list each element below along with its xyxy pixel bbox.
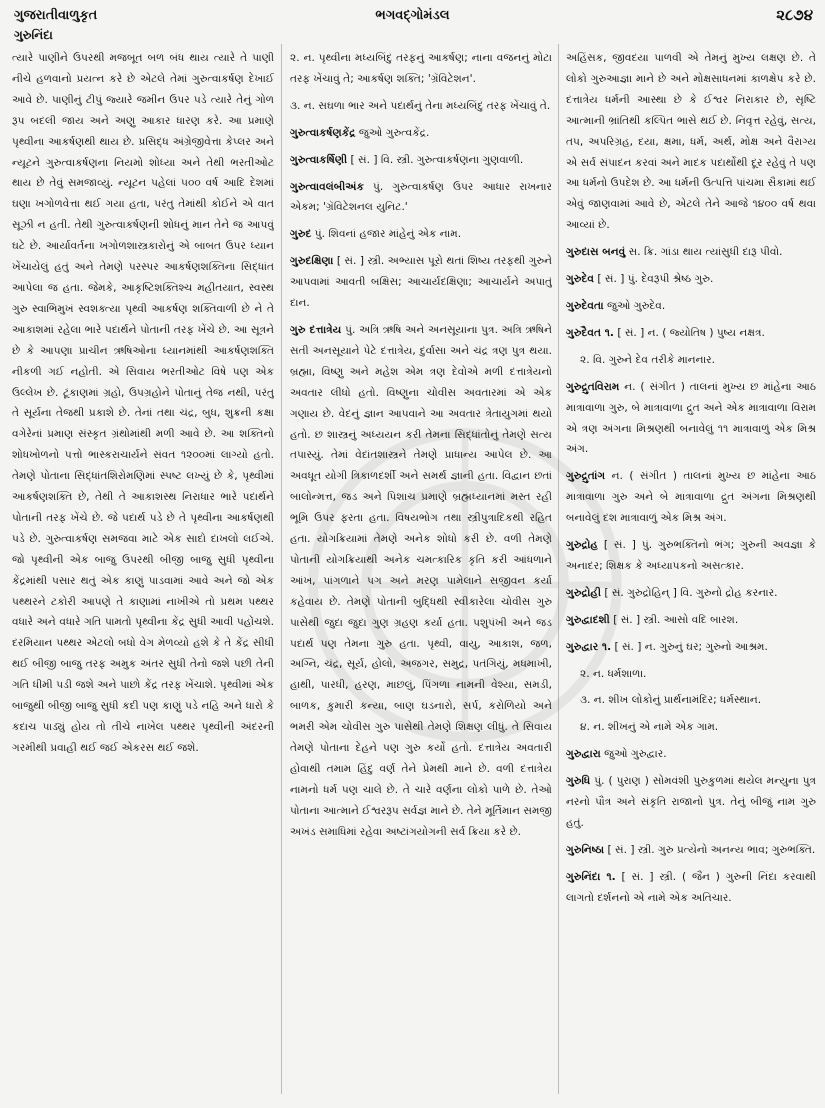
entry-definition: ૨. વિ. ગુરુને દેવ તરીકે માનનાર. <box>580 353 716 366</box>
entry-headword: ગુરુનિંદા ૧. <box>566 870 616 883</box>
dictionary-entry <box>566 269 816 290</box>
dictionary-entry <box>566 664 816 685</box>
entry-definition: ન. ( સંગીત ) તાલનાં મુખ્ય છ માંહેના આઠ માત્રાવાળા ગુરુ અને બે માત્રાવાળા દ્રુત અંગના મિશ્રણથી બનાવેલું દશ માત્રાવાળું એક મિશ્ર અંગ. <box>566 470 816 525</box>
entry-headword: ગુરુદ્રુતવિરામ <box>566 380 620 393</box>
dictionary-entry <box>566 717 816 738</box>
entry-definition: ૨. ન. પૃથ્વીના મધ્યબિંદુ તરફનું આકર્ષણ; નાના વજનનું મોટા તરફ ખેંચાવું તે; આકર્ષણ શક્તિ; 'ગ્રૅવિટેશન'. <box>290 52 552 85</box>
dictionary-entry <box>566 771 816 834</box>
entry-headword: ગુરુદક્ષિણા <box>290 255 334 268</box>
dictionary-entry <box>566 242 816 263</box>
dictionary-entry <box>566 377 816 461</box>
dictionary-entry <box>566 867 816 909</box>
dictionary-entry <box>566 296 816 317</box>
column-2 <box>290 48 552 1094</box>
dictionary-entry <box>290 123 552 144</box>
header-guide-word: ગુરુનિંદા <box>14 28 53 42</box>
entry-definition: [ સં. ] સ્ત્રી. ગુરુ પ્રત્યેનો અનન્ય ભાવ; ગુરુભક્તિ. <box>604 843 816 856</box>
entry-headword: ગુરુદેવતા <box>566 299 604 312</box>
entry-definition: [ સં. ] સ્ત્રી. અભ્યાસ પૂરો થતાં શિષ્ય તરફથી ગુરુને આપવામાં આવતી બક્ષિસ; આચાર્યદક્ષિણા; આચાર્યને અપાતું દાન. <box>290 255 552 310</box>
entry-headword: ગુરુત્વાવલંબીઅંક <box>290 180 364 193</box>
dictionary-entry <box>566 690 816 711</box>
entry-definition: [ સં. ગુરુદ્રોહિન્ ] વિ. ગુરુનો દ્રોહ કરનાર. <box>600 586 778 599</box>
entry-headword: ગુરુદ <box>290 228 312 241</box>
dictionary-entry <box>566 323 816 344</box>
entry-definition: ૩. ન. સઘળા ભાર અને પદાર્થનું તેના મધ્યબિંદુ તરફ ખેંચાવું તે. <box>290 99 551 112</box>
dictionary-entry <box>290 177 552 219</box>
entry-definition: પું. ( પુરાણ ) સોમવંશી પુરુકુળમાં થયેલ મન્યુના પુત્ર નરનો પૌત્ર અને સંકૃતિ રાજાનો પુત્ર. તેનું બીજું નામ ગુરુ હતું. <box>566 775 816 829</box>
dictionary-entry <box>290 48 552 90</box>
page-number: ૨૮૭૪ <box>776 6 813 24</box>
dictionary-entry <box>290 224 552 245</box>
entry-headword: ગુરુદ્વારા <box>566 748 601 761</box>
entry-headword: ગુરુદ્વાદશી <box>566 613 610 626</box>
column-3 <box>566 48 816 1094</box>
column-1 <box>12 48 274 1094</box>
entry-headword: ગુરુદ્વાર ૧. <box>566 640 612 653</box>
entry-definition: ન. ( સંગીત ) તાલનાં મુખ્ય છ માંહેના આઠ માત્રાવાળા ગુરુ, બે માત્રાવાળા દ્રુત અને એક માત્રાવાળા વિરામ એ ત્રણ અંગના મિશ્રણથી બનાવેલું ૧૧ માત્રાવાળું એક મિશ્ર અંગ. <box>566 380 816 456</box>
dictionary-entry <box>566 466 816 529</box>
entry-definition: સ. ક્રિ. ગાંડા થાય ત્યાંસુધી દારૂ પીવો. <box>625 246 783 259</box>
entry-definition: ૨. ન. ધર્મશાળા. <box>580 667 647 680</box>
entry-definition: [ સં. ] પું. ગુરુભક્તિનો ભંગ; ગુરુની અવજ્ઞા કે અનાદર; શિક્ષક કે અધ્યાપકનો અસત્કાર. <box>566 539 816 572</box>
entry-definition: ત્યારે પાણીને ઉપરથી મજબૂત બળ બંધ થાય ત્યારે તે પાણી નીચે હળવાનો પ્રયત્ન કરે છે એટલે તેમાં ગુરુત્વાકર્ષણ દેખાઈ આવે છે. પાણીનું ટીપું જ્યારે જમીન ઉપર પડે ત્યારે તેનું ગોળ રૂપ બદલી જાય અને અણુ આકાર ધારણ કરે. આ પ્રમાણે પૃથ્વીના આકર્ષણથી થાય છે. પ્રસિદ્ધ અંગ્રેજીવેત્તા કેપ્લર અને ન્યૂટને ગુરુત્વાકર્ષણના નિયમો શોધ્યા અને તેથી ભરતીઓટ થાય છે તેવું સમજાવ્યું. ન્યૂટન પહેલાં ૫૦૦ વર્ષ આદિ દેશમાં ઘણા ખગોળવેત્તા થઈ ગયા હતા, પરંતુ તેમાંથી કોઈને એ વાત સૂઝી ન હતી. તેથી ગુરુત્વાકર્ષણની શોધનું માન તેને જ આપવું ઘટે છે. આર્યાવર્તના ખગોળશાસ્ત્રકારોનું એ બાબત ઉપર ધ્યાન ખેંચાયેલું હતું અને તેમણે પરસ્પર આકર્ષણશક્તિના સિદ્ધાંત આપેલા જ હતા. જેમકે, આકૃષ્ટિશક્તિશ્ચ મહીતયાત, સ્વસ્થ ગુરુ સ્વાભિમુખં સ્વશક્ત્યા પૃથ્વી આકર્ષણ શક્તિવાળી છે ને તે આકાશમાં રહેલા ભારે પદાર્થને પોતાની તરફ ખેંચે છે. આ સૂત્રને છે કે આપણા પ્રાચીન ઋષિઓના ધ્યાનમાંથી આકર્ષણશક્તિ નીકળી ગઈ નહોતી. એ સિવાય ભરતીઓટ વિષે પણ એક ઉલ્લેખ છે. ટૂંકાણમાં ગ્રહો, ઉપગ્રહોને પોતાનું તેજ નથી, પરંતુ તે સૂર્યના તેજથી પ્રકાશે છે. તેનાં તથા ચંદ્ર, બુધ, શુક્રની કક્ષા વગેરેનાં પ્રમાણ સંસ્કૃત ગ્રંથોમાંથી મળી આવે છે. આ શક્તિનો શોધખોળનો પત્તો ભાસ્કરાચાર્યને સંવત ૧૨૦૦માં લાગ્યો હતો. તેમણે પોતાના સિદ્ધાંતશિરોમણિમાં સ્પષ્ટ લખ્યું છે કે, પૃથ્વીમાં આકર્ષણશક્તિ છે, તેથી તે આકાશસ્થ નિરાધાર ભારે પદાર્થને પોતાની તરફ ખેંચે છે. જે પદાર્થ પડે છે તે પૃથ્વીના આકર્ષણથી પડે છે. ગુરુત્વાકર્ષણ સમજવા માટે એક સાદો દાખલો લઈએ. જો પૃથ્વીની એક બાજુ ઉપરથી બીજી બાજુ સુધી પૃથ્વીના કેંદ્રમાંથી પસાર થતું એક કાણું પાડવામાં આવે અને જો એક પથ્થરને ટકોરી આપણે તે કાણામાં નાખીએ તો પ્રથમ પથ્થર વધારે અને વધારે ગતિ પામતો પૃથ્વીના કેંદ્ર સુધી આવી પહોંચશે. દરમિયાન પથ્થર એટલો બધો વેગ મેળવ્યો હશે કે તે કેંદ્ર સીધી થઈ બીજી બાજુ તરફ અમુક અંતર સુધી તેનો જશે પછી તેની ગતિ ધીમી પડી જશે અને પાછો કેંદ્ર તરફ ખેંચાશે. પૃથ્વીમાં એક બાજુથી બીજી બાજુ સુધી કદી પણ કાણું પડે નહિ અને ધારો કે કદાચ પાડ્યું હોય તો તીચે નાખેલ પથ્થર પૃથ્વીની અંદરની ગરમીથી પ્રવાહી થઈ જઈ એકરસ થઈ જશે. <box>12 52 274 754</box>
entry-headword: ગુરુદ્રુતાંગ <box>566 470 606 483</box>
entry-headword: ગુરુદેવ <box>566 273 595 286</box>
dictionary-entry <box>290 251 552 314</box>
dictionary-entry <box>12 48 274 759</box>
entry-definition: [ સં. ] ન. ( જ્યોતિષ ) પુષ્ય નક્ષત્ર. <box>613 326 765 339</box>
column-divider <box>558 44 559 1094</box>
dictionary-entry <box>566 610 816 631</box>
entry-definition: [ સં. ] સ્ત્રી. ( જૈન ) ગુરુની નિંદા કરવાથી લાગતો દર્શનનો એ નામે એક અતિચાર. <box>566 870 816 904</box>
dictionary-entry <box>566 535 816 577</box>
entry-definition: જુઓ ગુરુદ્વાર. <box>600 748 667 761</box>
dictionary-entry <box>290 320 552 843</box>
entry-definition: પું. શિવનાં હજાર માંહેનું એક નામ. <box>311 228 462 241</box>
page-header <box>8 4 817 28</box>
dictionary-entry <box>566 637 816 658</box>
entry-definition: [ સં. ] ન. ગુરુનું ઘર; ગુરુનો આશ્રમ. <box>611 640 768 653</box>
dictionary-entry <box>290 150 552 171</box>
dictionary-entry <box>566 48 816 236</box>
entry-headword: ગુરુનિષ્ઠા <box>566 843 605 856</box>
entry-headword: ગુરુધિ <box>566 775 591 788</box>
entry-headword: ગુરુદાસ બનવું <box>566 246 626 259</box>
dictionary-entry <box>290 96 552 117</box>
entry-definition: ૪. ન. શીખનું એ નામે એક ગામ. <box>580 721 719 734</box>
dictionary-entry <box>566 744 816 765</box>
dictionary-entry <box>566 840 816 861</box>
entry-headword: ગુરુદ્રોહ <box>566 539 598 552</box>
entry-definition: ૩. ન. શીખ લોકોનું પ્રાર્થનામંદિર; ધર્મસ્થાન. <box>580 694 762 707</box>
entry-definition: [ સં. ] સ્ત્રી. આસો વદિ બારશ. <box>609 613 739 626</box>
entry-headword: ગુરુદૈવત ૧. <box>566 326 614 339</box>
entry-definition: [ સં. ] વિ. સ્ત્રી. ગુરુત્વાકર્ષણના ગુણવાળી. <box>347 153 524 166</box>
entry-definition: જુઓ ગુરુત્વકેંદ્ર. <box>355 126 430 139</box>
entry-definition: [ સં. ] પું. દેવરૂપી શ્રેષ્ઠ ગુરુ. <box>594 273 714 286</box>
entry-definition: અહિંસક, જીવદયા પાળવી એ તેમનું મુખ્ય લક્ષણ છે. તે લોકો ગુરુઆજ્ઞા માને છે અને મોક્ષસાધનમાં કાળક્ષેપ કરે છે. દત્તાત્રેય ધર્મની આસ્થા છે કે ઈશ્વર નિરાકાર છે, સૃષ્ટિ આત્માની ભ્રાંતિથી કલ્પિત ભાસે થઈ છે. નિવૃત્ત રહેવું, સત્ય, તપ, અપરિગ્રહ, દયા, ક્ષમા, ધર્મ, અર્થ, મોક્ષ અને વૈરાગ્ય એ સર્વ સંપાદન કરવાં અને માદક પદાર્થોથી દૂર રહેવું તે પણ આ ધર્મનો ઉપદેશ છે. આ ધર્મની ઉત્પત્તિ પાંચમા સૈકામાં થઈ એવું જાણવામાં આવે છે, એટલે તેને આજે ૧૪૦૦ વર્ષ થવા આવ્યાં છે. <box>566 52 816 232</box>
dictionary-entry <box>566 350 816 371</box>
column-divider <box>281 44 282 1094</box>
entry-headword: ગુરુત્વાકર્ષણકેંદ્ર <box>290 126 356 139</box>
header-title: ભગવદ્ગોમંડલ <box>375 8 450 23</box>
dictionary-entry <box>566 583 816 604</box>
entry-headword: ગુરુત્વાકર્ષિણી <box>290 153 348 166</box>
entry-definition: પું. ગુરુત્વાકર્ષણ ઉપર આધાર રાખનાર એકમ; 'ગ્રૅવિટેશનલ યુનિટ.' <box>290 180 552 214</box>
entry-headword: ગુરુ દત્તાત્રેય <box>290 323 342 336</box>
entry-headword: ગુરુદ્રોહી <box>566 586 601 599</box>
entry-definition: જુઓ ગુરુદેવ. <box>603 299 666 312</box>
header-left-text: ગુજરાતીવાળુકૃત <box>14 8 98 23</box>
entry-definition: પું. અત્રિ ઋષિ અને અનસૂયાના પુત્ર. અત્રિ ઋષિને સતી અનસૂયાને પેટે દત્તાત્રેય, દુર્વાસા અને ચંદ્ર ત્રણ પુત્ર થયા. બ્રહ્મા, વિષ્ણુ અને મહેશ એમ ત્રણ દેવોએ મળી દત્તાત્રેયનો અવતાર લીધો હતો. વિષ્ણુના ચોવીસ અવતારમાં એ એક ગણાય છે. વેદનું જ્ઞાન આપવાને આ અવતાર ત્રેતાયુગમાં થયો હતો. છ શાસ્ત્રનું અધ્યયન કરી તેમના સિદ્ધાંતોનું તેમણે સત્ય તપાસ્યું. તેમાં વેદાંતશાસ્ત્રને તેમણે પ્રાધાન્ય આપેલ છે. આ અવધૂત યોગી ત્રિકાળદર્શી અને સમર્થ જ્ઞાની હતા. વિદ્વાન છતાં બાલોન્મત્ત, જડ અને પિશાચ પ્રમાણે બ્રહ્મધ્યાનમાં મસ્ત રહી ભૂમિ ઉપર ફરતા હતા. વિષયભોગ તથા સ્ત્રીપુત્રાદિકથી રહિત હતા. યોગક્રિયામાં તેમણે અનેક શોધો કરી છે. વળી તેમણે પોતાની યોગક્રિયાથી અનેક ચમત્કારિક કૃતિ કરી આંધળાને આંખ, પાંગળાને પગ અને મરણ પામેલાને સજીવન કર્યા કહેવાય છે. તેમણે પોતાની બુદ્ધિથી સ્વીકારેલા ચોવીસ ગુરુ પાસેથી જુદા જુદા ગુણ ગ્રહણ કર્યા હતા. પશુપંખી અને જડ પદાર્થ પણ તેમના ગુરુ હતા. પૃથ્વી, વાયુ, આકાશ, જળ, અગ્નિ, ચંદ્ર, સૂર્ય, હોલો, અજગર, સમુદ્ર, પતંગિયું, મધમાખી, હાથી, પારધી, હરણ, માછલું, પિંગળા નામની વેશ્યા, સમડી, બાળક, કુમારી કન્યા, બાણ ઘડનારો, સર્પ, કરોળિયો અને ભમરી એમ ચોવીસ ગુરુ પાસેથી તેમણે શિક્ષણ લીધું. તે સિવાય તેમણે પોતાના દેહને પણ ગુરુ કર્યો હતો. દત્તાત્રેય અવતારી હોવાથી તમામ હિંદુ વર્ણ તેને પ્રેમથી માને છે. વળી દત્તાત્રેય નામનો ધર્મ પણ ચાલે છે. તે ચારે વર્ણના લોકો પાળે છે. તેઓ પોતાના આત્માને ઈશ્વરરૂપ સર્વજ્ઞ માને છે. તેને મૂર્તિમાન સમજી અખંડ સમાધિમાં રહેવા અષ્ટાંગયોગની સર્વ ક્રિયા કરે છે. <box>290 323 552 838</box>
